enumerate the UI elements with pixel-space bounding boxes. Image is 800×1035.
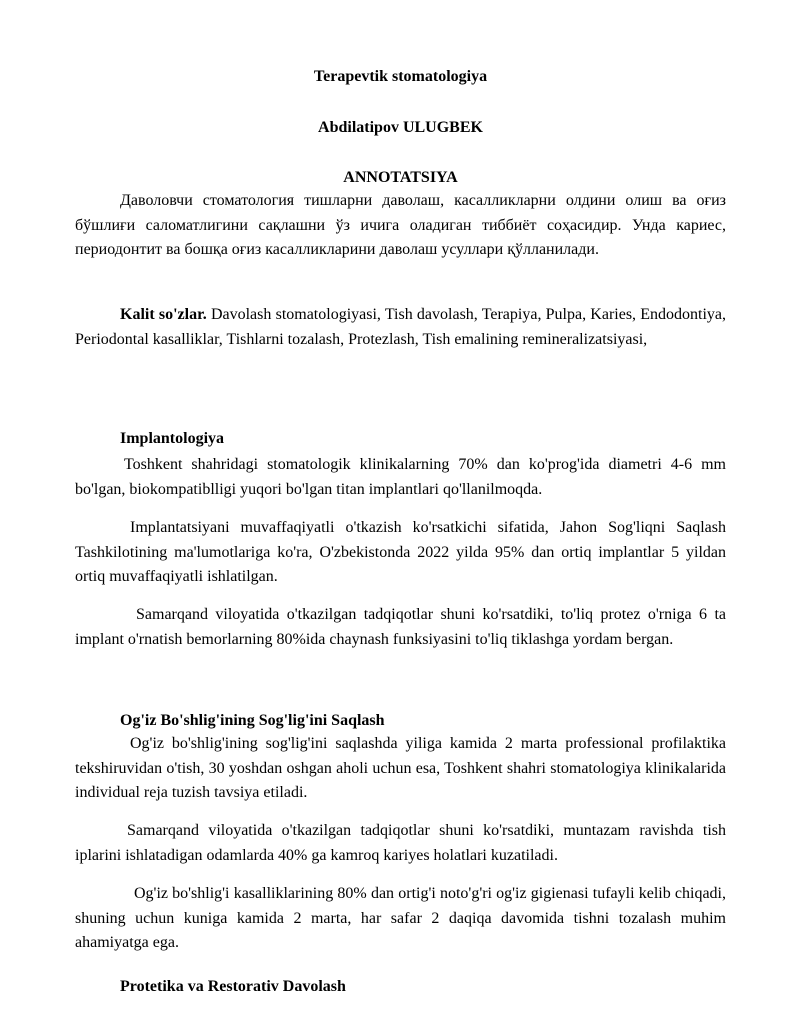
annotation-text: Даволовчи стоматология тишларни даволаш, касалликларни олдини олиш ва оғиз бўшлиғи саломатлигини сақлашни ўз ичига оладиган тиббиёт соҳасидир. Унда кариес, периодонтит ва бошқа оғиз касалликларини даволаш усуллари қўлланилади. xyxy=(75,192,726,258)
author-name: Abdilatipov ULUGBEK xyxy=(318,119,483,136)
oral-paragraph-2: Samarqand viloyatida o'tkazilgan tadqiqotlar shuni ko'rsatdiki, muntazam ravishda tish iplarini ishlatadigan odamlarda 40% ga kamroq kariyes holatlari kuzatiladi. xyxy=(75,822,726,864)
implant-paragraph-3: Samarqand viloyatida o'tkazilgan tadqiqotlar shuni ko'rsatdiki, to'liq protez o'rniga 6 ta implant o'rnatish bemorlarning 80%ida chaynash funksiyasini to'liq tiklashga yordam bergan. xyxy=(75,606,726,648)
implant-paragraph-1: Toshkent shahridagi stomatologik klinikalarning 70% dan ko'prog'ida diametri 4-6 mm bo'lgan, biokompatiblligi yuqori bo'lgan titan implantlari qo'llanilmoqda. xyxy=(75,456,726,498)
section-heading-oral-health: Og'iz Bo'shlig'ining Sog'lig'ini Saqlash xyxy=(120,712,385,729)
section-heading-prosthetics: Protetika va Restorativ Davolash xyxy=(120,978,346,995)
section-heading-implantologiya: Implantologiya xyxy=(120,430,225,447)
oral-paragraph-3: Og'iz bo'shlig'i kasalliklarining 80% dan ortig'i noto'g'ri og'iz gigienasi tufayli kelib chiqadi, shuning uchun kuniga kamida 2 marta, har safar 2 daqiqa davomida tishni tozalash muhim ahamiyatga ega. xyxy=(75,885,726,951)
annotation-heading: ANNOTATSIYA xyxy=(343,169,458,186)
keywords-label: Kalit so'zlar. xyxy=(120,306,207,323)
keywords-paragraph xyxy=(75,303,726,352)
keywords-text: Davolash stomatologiyasi, Tish davolash, Terapiya, Pulpa, Karies, Endodontiya, Periodontal kasalliklar, Tishlarni tozalash, Protezlash, Tish emalining remineralizatsiyasi, xyxy=(75,306,727,348)
implant-paragraph-2: Implantatsiyani muvaffaqiyatli o'tkazish ko'rsatkichi sifatida, Jahon Sog'liqni Saqlash Tashkilotining ma'lumotlariga ko'ra, O'zbekistonda 2022 yilda 95% dan ortiq implantlar 5 yildan ortiq muvaffaqiyatli ishlatilgan. xyxy=(75,519,726,585)
document-title: Terapevtik stomatologiya xyxy=(313,68,488,85)
oral-paragraph-1: Og'iz bo'shlig'ining sog'lig'ini saqlashda yiliga kamida 2 marta professional profilaktika tekshiruvidan o'tish, 30 yoshdan oshgan aholi uchun esa, Toshkent shahri stomatologiya klinikalarida individual reja tuzish tavsiya etiladi. xyxy=(75,735,726,801)
